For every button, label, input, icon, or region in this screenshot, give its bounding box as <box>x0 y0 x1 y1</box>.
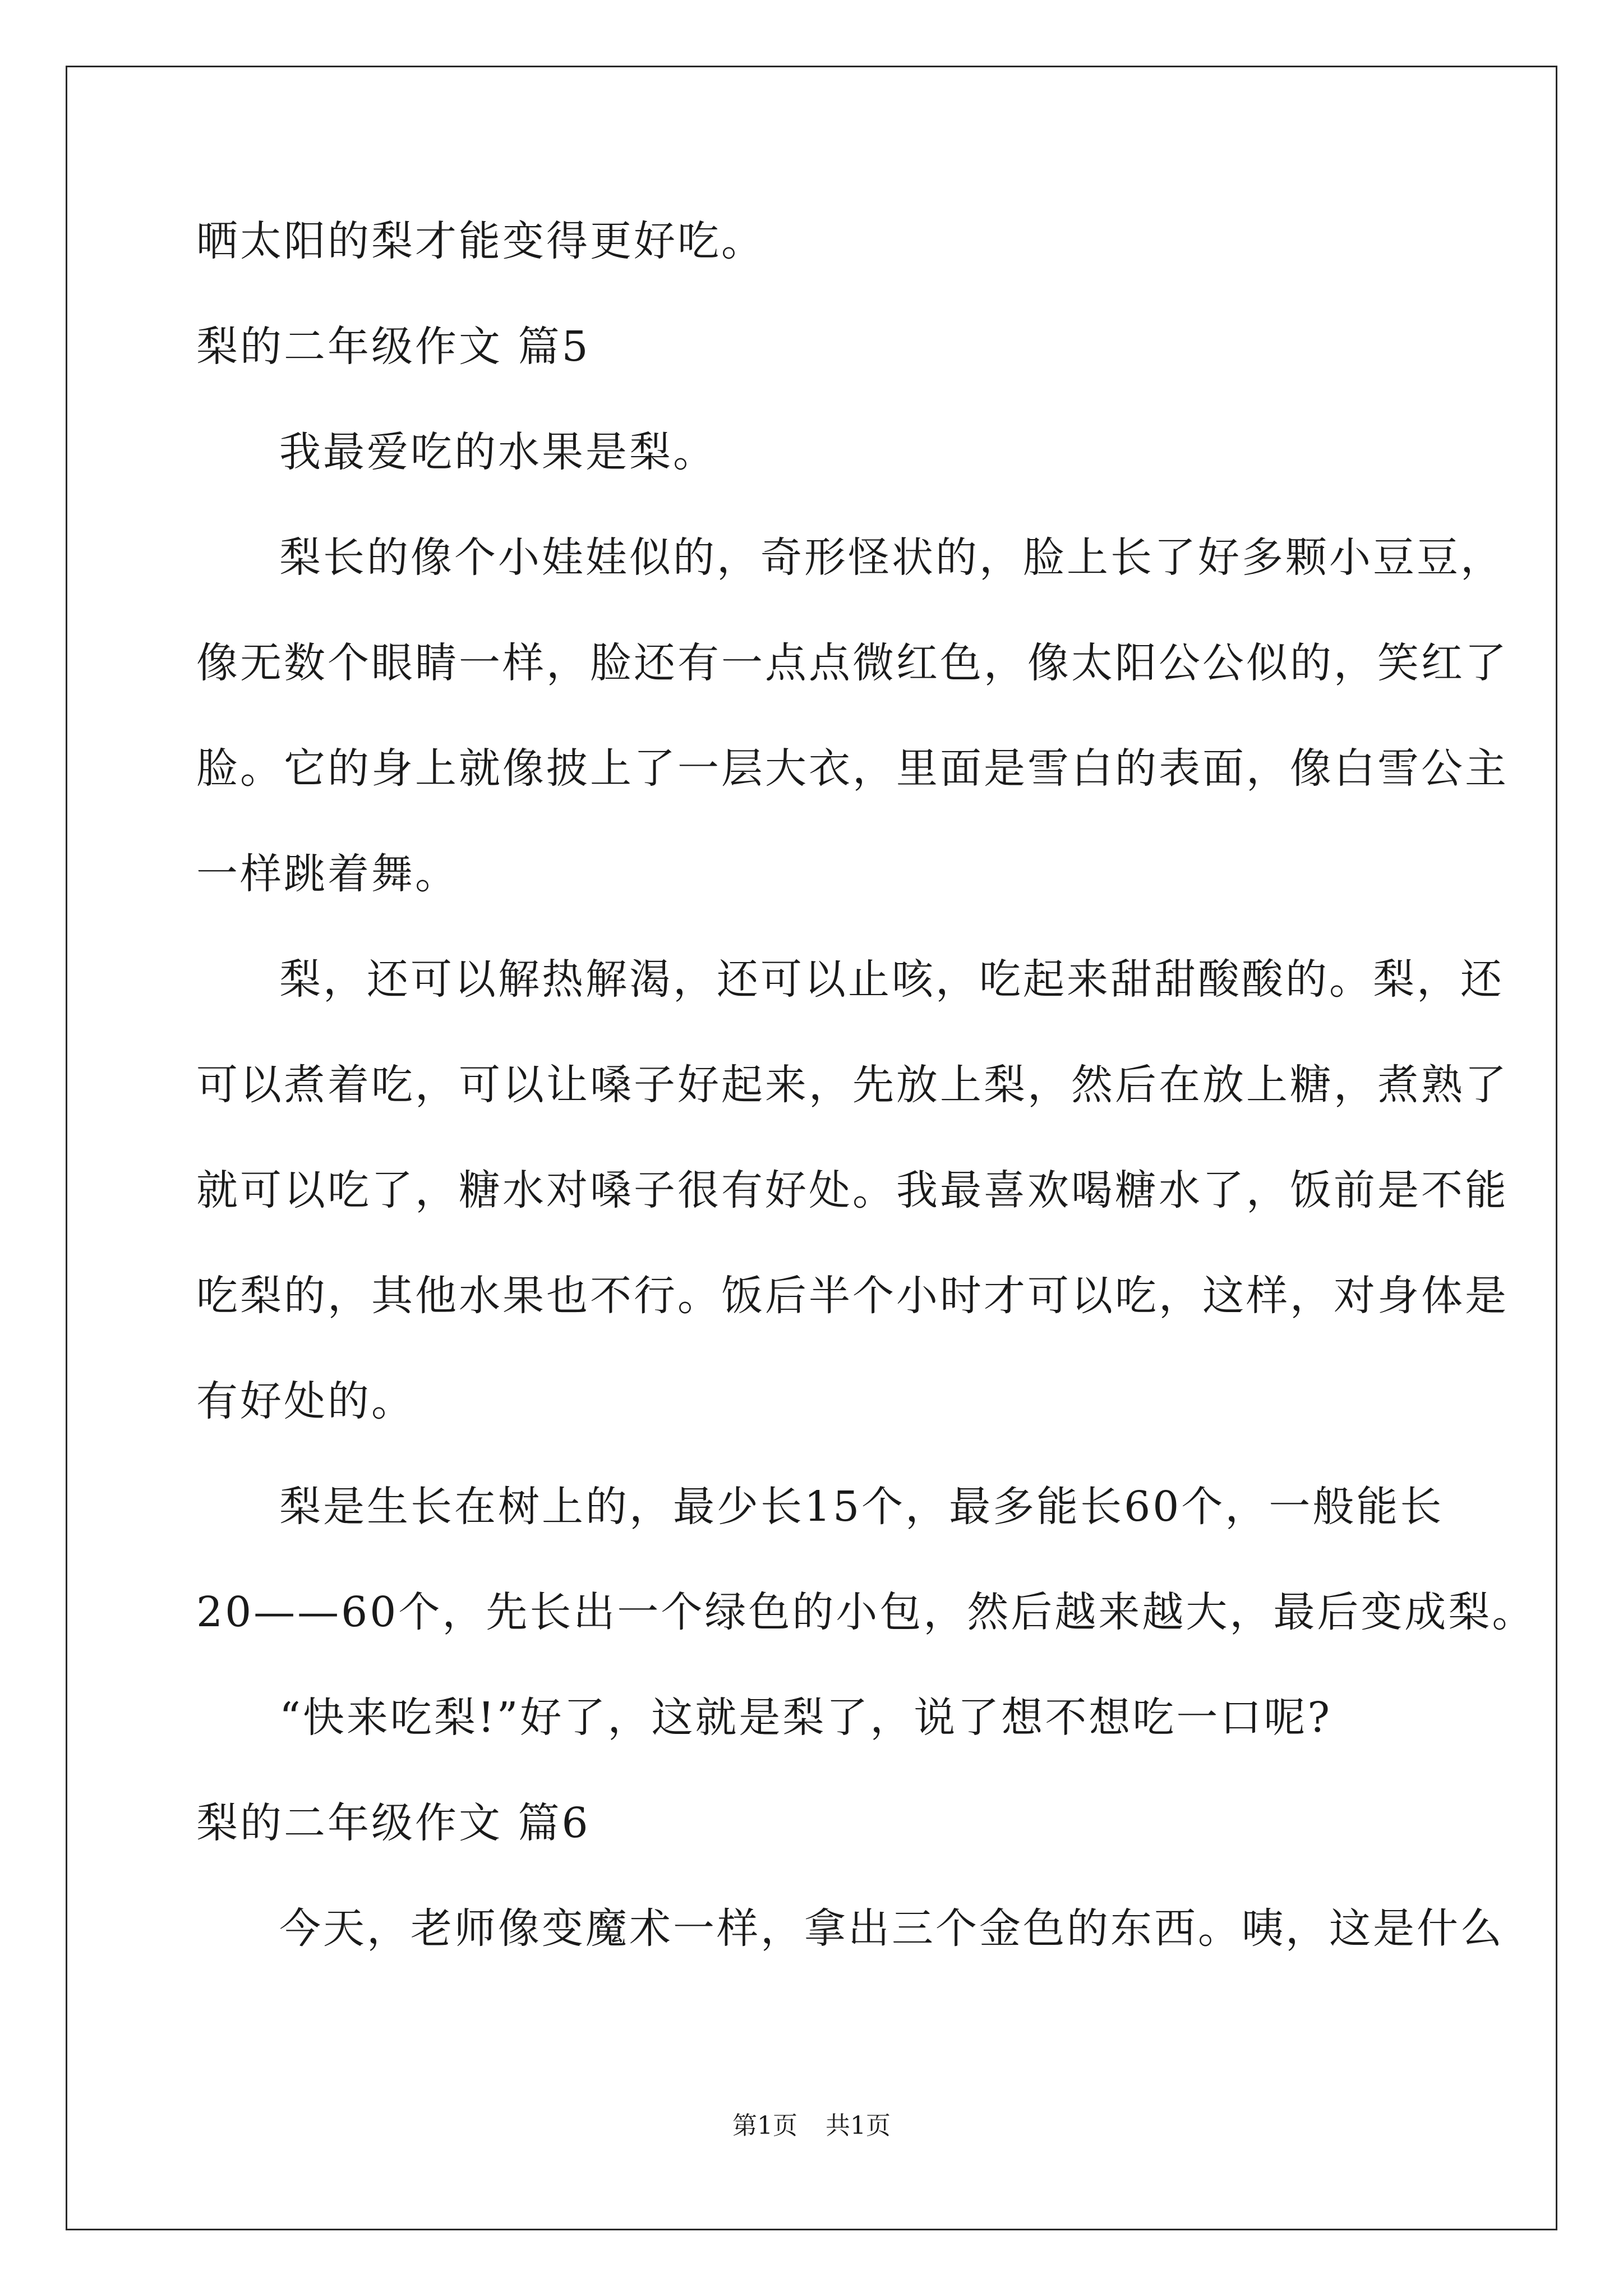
text-line-5: 像无数个眼睛一样，脸还有一点点微红色，像太阳公公似的，笑红了 <box>196 639 1509 687</box>
text-line-9: 可以煮着吃，可以让嗓子好起来，先放上梨，然后在放上糖，煮熟了 <box>196 1061 1509 1109</box>
page-total: 共1页 <box>826 2111 891 2140</box>
text-line-8: 梨，还可以解热解渴，还可以止咳，吃起来甜甜酸酸的。梨，还 <box>279 955 1504 1004</box>
text-line-12: 有好处的。 <box>196 1377 415 1425</box>
text-line-10: 就可以吃了，糖水对嗓子很有好处。我最喜欢喝糖水了，饭前是不能 <box>196 1166 1509 1214</box>
page-number: 第1页 <box>732 2111 797 2140</box>
text-line-13: 梨是生长在树上的，最少长15个，最多能长60个，一般能长 <box>279 1483 1444 1531</box>
page-footer <box>0 2109 1623 2143</box>
text-line-11: 吃梨的，其他水果也不行。饭后半个小时才可以吃，这样，对身体是 <box>196 1272 1509 1320</box>
text-line-17: 今天，老师像变魔术一样，拿出三个金色的东西。咦，这是什么 <box>279 1904 1504 1953</box>
text-line-3: 我最爱吃的水果是梨。 <box>279 428 717 476</box>
text-line-6: 脸。它的身上就像披上了一层大衣，里面是雪白的表面，像白雪公主 <box>196 744 1509 793</box>
text-line-1: 晒太阳的梨才能变得更好吃。 <box>196 217 765 265</box>
text-line-7: 一样跳着舞。 <box>196 850 459 898</box>
text-line-4: 梨长的像个小娃娃似的，奇形怪状的，脸上长了好多颗小豆豆， <box>279 533 1504 582</box>
section-heading-6: 梨的二年级作文 篇6 <box>196 1799 591 1847</box>
text-line-14: 20——60个，先长出一个绿色的小包，然后越来越大，最后变成梨。 <box>196 1588 1536 1636</box>
text-line-15: “快来吃梨!”好了，这就是梨了，说了想不想吃一口呢? <box>279 1694 1332 1742</box>
section-heading-5: 梨的二年级作文 篇5 <box>196 323 591 371</box>
